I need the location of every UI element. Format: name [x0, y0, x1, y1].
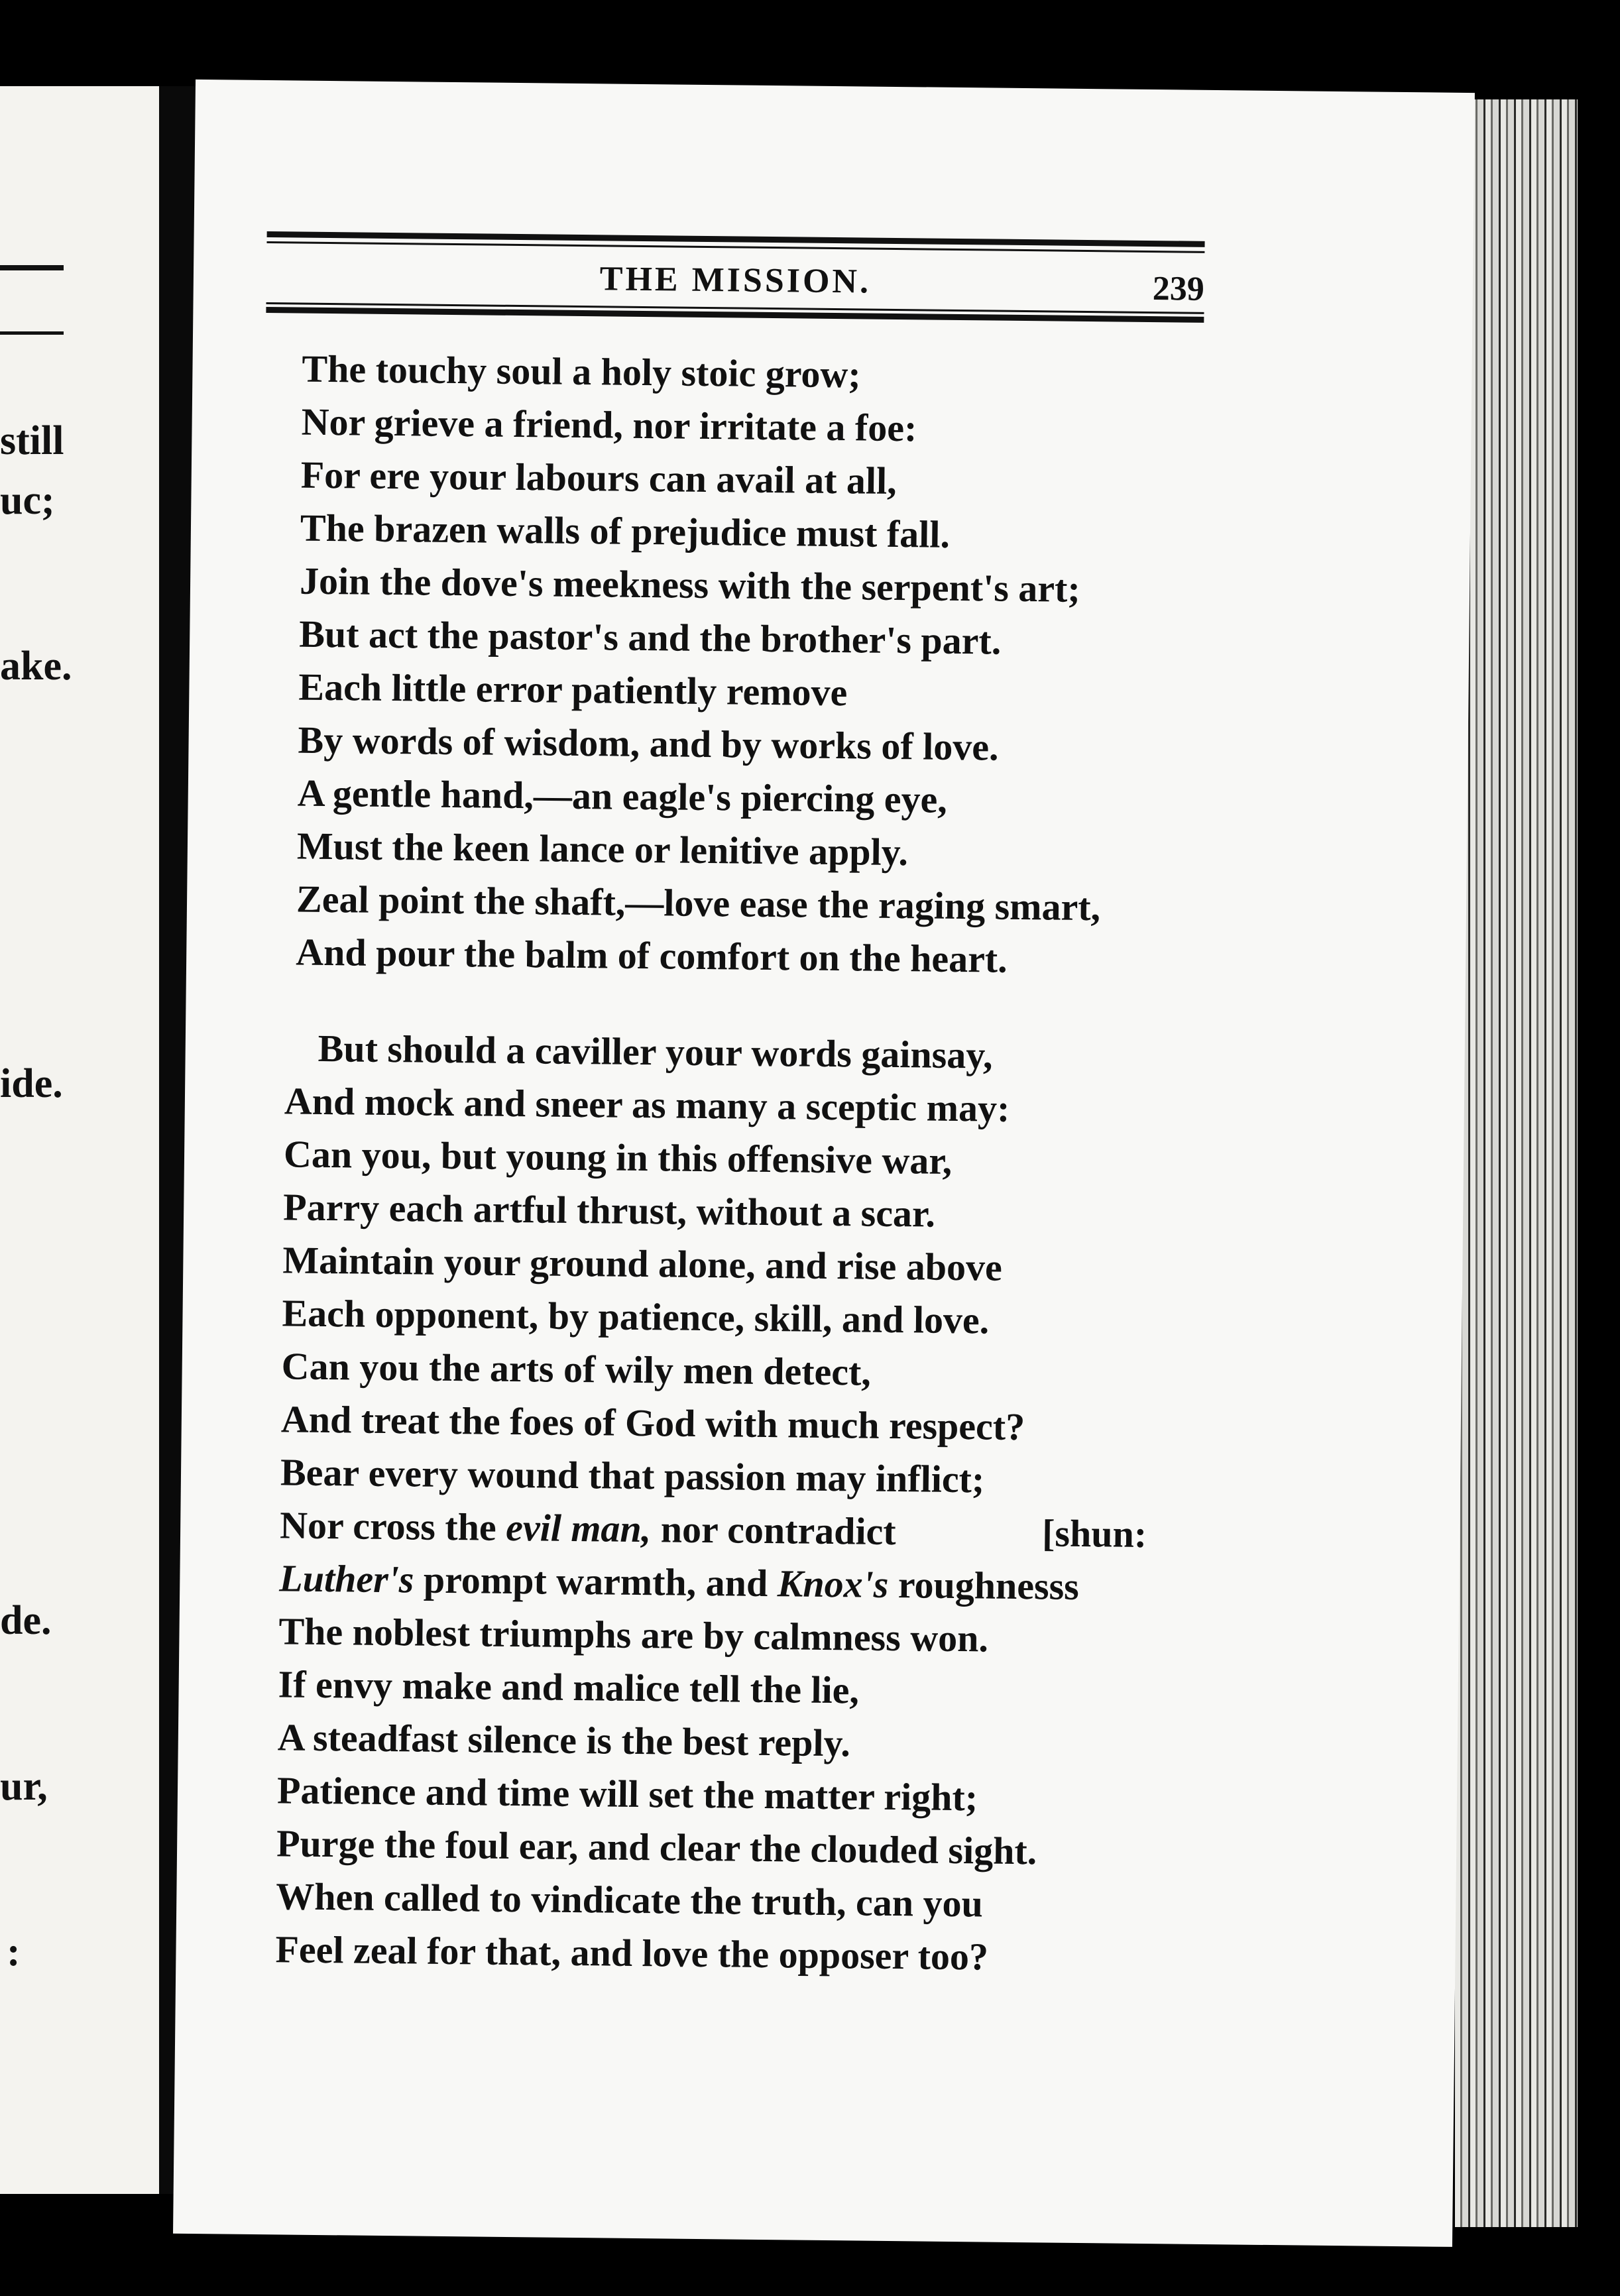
verse-line: And pour the balm of comfort on the heart. [295, 930, 1008, 981]
verse-line: But act the pastor's and the brother's part. [298, 612, 1002, 663]
book-page [173, 80, 1475, 2247]
verse-line-evil-man [280, 1499, 1275, 1562]
verse-line: Can you, but young in this offensive war, [283, 1132, 953, 1182]
verse-text: Nor cross the [279, 1503, 506, 1549]
left-page-word: : [7, 1929, 21, 1975]
verse-line: The touchy soul a holy stoic grow; [302, 347, 862, 396]
verse-line: Zeal point the shaft,—love ease the raging smart, [296, 877, 1101, 929]
left-page-rule [0, 265, 64, 270]
verse-line: But should a caviller your words gainsay, [318, 1026, 993, 1077]
page-number: 239 [1152, 270, 1205, 308]
verse-text: prompt warmth, and [414, 1558, 778, 1605]
verse-line: Nor grieve a friend, nor irritate a foe: [301, 400, 917, 450]
left-page-fragment [0, 86, 159, 2194]
verse-line: For ere your labours can avail at all, [300, 453, 897, 503]
verse-line: And mock and sneer as many a sceptic may: [284, 1079, 1010, 1130]
left-page-word: ur, [0, 1764, 48, 1809]
verse-line-luther [279, 1552, 1274, 1615]
stanza-1 [296, 343, 1297, 990]
verse-line: Can you the arts of wily men detect, [281, 1344, 872, 1394]
verse-line: When called to vindicate the truth, can you [276, 1874, 984, 1925]
verse-line: Each little error patiently remove [298, 665, 848, 715]
verse-italic: evil man, [505, 1505, 652, 1551]
left-page-word: uc; [0, 478, 55, 523]
verse-line: If envy make and malice tell the lie, [278, 1662, 860, 1712]
verse-italic: Luther's [279, 1556, 414, 1601]
verse-line: Maintain your ground alone, and rise above [282, 1238, 1003, 1289]
verse-line: Parry each artful thrust, without a scar. [282, 1185, 936, 1235]
page-edges [1455, 99, 1578, 2227]
stanza-2 [275, 1021, 1279, 1986]
verse-text: roughnesss [888, 1562, 1080, 1608]
verse-line: Patience and time will set the matter right; [276, 1768, 978, 1819]
verse-line: Purge the foul ear, and clear the clouded sight. [276, 1821, 1037, 1873]
turnover-word: [shun: [1041, 1511, 1147, 1556]
left-page-word: de. [0, 1598, 52, 1643]
verse-line: And treat the foes of God with much respect? [280, 1397, 1025, 1449]
verse-line: Bear every wound that passion may inflict; [280, 1450, 985, 1501]
left-page-word: still [0, 418, 64, 463]
verse-line: Each opponent, by patience, skill, and love. [282, 1291, 990, 1342]
left-page-word: ake. [0, 644, 72, 689]
verse-line: The brazen walls of prejudice must fall. [300, 506, 951, 556]
verse-line: Must the keen lance or lenitive apply. [296, 824, 909, 874]
verse-line: The noblest triumphs are by calmness won. [278, 1609, 989, 1660]
verse-line: By words of wisdom, and by works of love. [298, 718, 999, 769]
verse-line: A steadfast silence is the best reply. [277, 1715, 851, 1765]
verse-line: Join the dove's meekness with the serpent's art; [299, 559, 1081, 610]
verse-line: Feel zeal for that, and love the opposer too? [275, 1927, 989, 1979]
verse-line: A gentle hand,—an eagle's piercing eye, [297, 771, 948, 821]
verse-text: nor contradict [650, 1507, 897, 1554]
left-page-rule [0, 331, 64, 335]
left-page-word: ide. [0, 1061, 63, 1106]
running-title: THE MISSION. [599, 260, 872, 301]
verse-italic: Knox's [777, 1562, 889, 1606]
